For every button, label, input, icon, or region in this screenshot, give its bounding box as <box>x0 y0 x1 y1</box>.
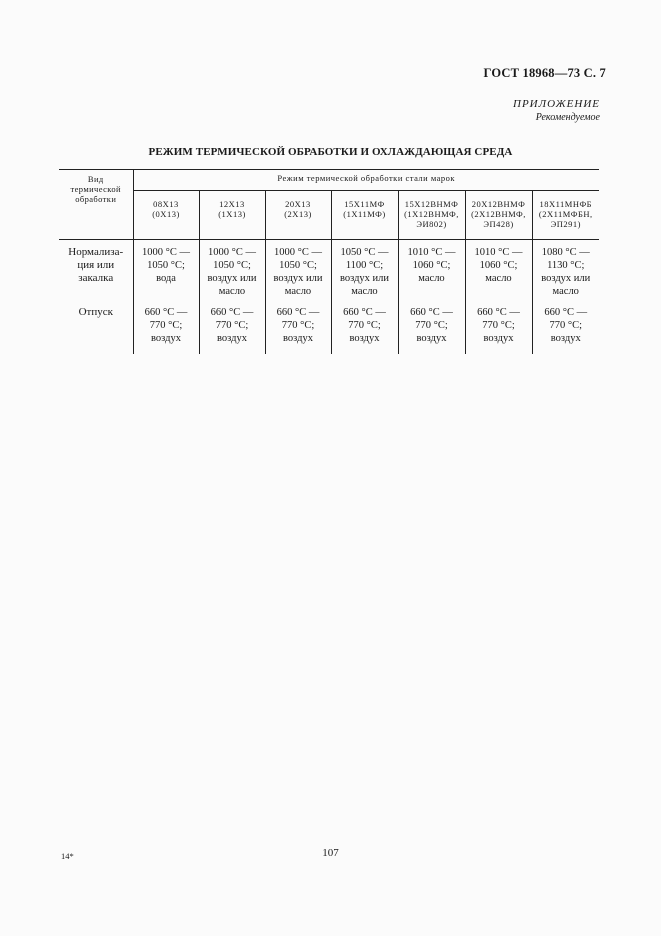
cell-line: 1000 °С — <box>142 247 190 258</box>
cell-line: 1130 °С; <box>547 260 585 271</box>
table-cell <box>265 300 331 354</box>
grade-line: (1Х12ВНМФ, <box>404 209 459 219</box>
cell-line: масло <box>284 286 312 297</box>
cell-line: 660 °С — <box>276 307 320 318</box>
cell-line: 1080 °С — <box>541 247 590 258</box>
table-cell <box>133 300 199 354</box>
cell-line: 1050 °С; <box>213 260 251 271</box>
page-number: 107 <box>322 847 339 859</box>
cell-line: воздух <box>217 333 247 344</box>
page-title: РЕЖИМ ТЕРМИЧЕСКОЙ ОБРАБОТКИ И ОХЛАЖДАЮЩАЯ СРЕДА <box>148 146 513 158</box>
grade-header-20x12vnmf <box>465 191 532 240</box>
grade-line: (2Х13) <box>284 209 312 219</box>
grade-line: (0Х13) <box>152 209 180 219</box>
cell-line: 770 °С; <box>482 320 515 331</box>
grade-line: (2Х11МФБН, <box>538 209 593 219</box>
cell-line: 1050 °С; <box>147 260 185 271</box>
grade-header-12x13 <box>199 191 265 240</box>
table-cell <box>265 240 331 301</box>
cell-line: воздух <box>151 333 181 344</box>
grade-line: 20Х13 <box>285 199 311 209</box>
grade-line: (2Х12ВНМФ, <box>471 209 526 219</box>
cell-line: 660 °С — <box>410 307 453 318</box>
grade-header-15x11mf <box>331 191 398 240</box>
grade-line: ЭП291) <box>550 219 581 229</box>
table-cell <box>199 240 265 301</box>
cell-line: воздух или <box>273 273 323 284</box>
grade-line: ЭП428) <box>483 219 514 229</box>
cell-line: 660 °С — <box>144 307 188 318</box>
grade-line: ЭИ802) <box>416 219 447 229</box>
cell-line: масло <box>485 273 512 284</box>
table-cell <box>331 240 398 301</box>
grade-header-18x11mnfb <box>532 191 599 240</box>
cell-line: 1060 °С; <box>479 260 518 271</box>
cell-line: 770 °С; <box>415 320 448 331</box>
cell-line: воздух <box>483 333 514 344</box>
grade-line: 15Х12ВНМФ <box>404 199 459 209</box>
grade-line: 12Х13 <box>219 199 245 209</box>
table-cell <box>398 240 465 301</box>
cell-line: масло <box>351 286 378 297</box>
cell-line: 770 °С; <box>215 320 249 331</box>
grade-line: 20Х12ВНМФ <box>471 199 526 209</box>
cell-line: 660 °С — <box>210 307 254 318</box>
cell-line: 660 °С — <box>544 307 588 318</box>
cell-line: масло <box>218 286 246 297</box>
appendix-note: Рекомендуемое <box>535 112 600 123</box>
table-cell <box>199 300 265 354</box>
grade-line: (1Х13) <box>218 209 246 219</box>
grade-header-15x12vnmf <box>398 191 465 240</box>
row-name-line: Нормализа- <box>68 246 124 258</box>
grade-line: 15Х11МФ <box>344 199 385 209</box>
cell-line: 1010 °С — <box>474 247 523 258</box>
cell-line: воздух <box>416 333 447 344</box>
cell-line: 660 °С — <box>343 307 386 318</box>
cell-line: 1050 °С — <box>340 247 389 258</box>
header-line: обработки <box>75 194 117 204</box>
row-name-line: закалка <box>78 272 114 284</box>
cell-line: масло <box>552 286 579 297</box>
grade-line: 18Х11МНФБ <box>539 199 593 209</box>
table-cell <box>532 240 599 301</box>
cell-line: воздух или <box>541 273 591 284</box>
appendix-block <box>513 98 600 124</box>
table-row <box>59 300 599 354</box>
cell-line: 1000 °С — <box>274 247 322 258</box>
row-name-normalization <box>59 240 133 301</box>
table-cell <box>465 300 532 354</box>
cell-line: воздух <box>349 333 380 344</box>
grade-header-08x13 <box>133 191 199 240</box>
table-cell <box>331 300 398 354</box>
cell-line: воздух или <box>207 273 257 284</box>
cell-line: 1060 °С; <box>412 260 451 271</box>
cell-line: 1100 °С; <box>345 260 384 271</box>
cell-line: 770 °С; <box>149 320 183 331</box>
table-row <box>59 240 599 301</box>
table-cell <box>465 240 532 301</box>
header-line: термической <box>70 184 121 194</box>
appendix-label: ПРИЛОЖЕНИЕ <box>513 98 600 110</box>
table-cell <box>398 300 465 354</box>
treatment-type-header <box>59 170 133 240</box>
standard-reference: ГОСТ 18968—73 С. 7 <box>483 66 606 80</box>
grade-line: 08Х13 <box>153 199 179 209</box>
row-name-tempering <box>59 300 133 354</box>
row-name-line: ция или <box>77 259 115 271</box>
steel-grades-group-header: Режим термической обработки стали марок <box>133 170 599 191</box>
cell-line: воздух или <box>339 273 390 284</box>
grade-line: (1Х11МФ) <box>343 209 386 219</box>
heat-treatment-table <box>59 169 599 354</box>
cell-line: воздух <box>283 333 313 344</box>
cell-line: 770 °С; <box>549 320 582 331</box>
cell-line: 1000 °С — <box>208 247 256 258</box>
cell-line: масло <box>418 273 445 284</box>
cell-line: 660 °С — <box>477 307 520 318</box>
cell-line: вода <box>156 273 176 284</box>
signature-mark: 14* <box>61 851 74 861</box>
table-cell <box>532 300 599 354</box>
cell-line: 1010 °С — <box>407 247 456 258</box>
row-name-line: Отпуск <box>78 306 113 318</box>
header-line: Вид <box>87 174 104 184</box>
cell-line: 1050 °С; <box>279 260 317 271</box>
cell-line: воздух <box>550 333 581 344</box>
grade-header-20x13 <box>265 191 331 240</box>
cell-line: 770 °С; <box>281 320 315 331</box>
table-cell <box>133 240 199 301</box>
cell-line: 770 °С; <box>348 320 381 331</box>
